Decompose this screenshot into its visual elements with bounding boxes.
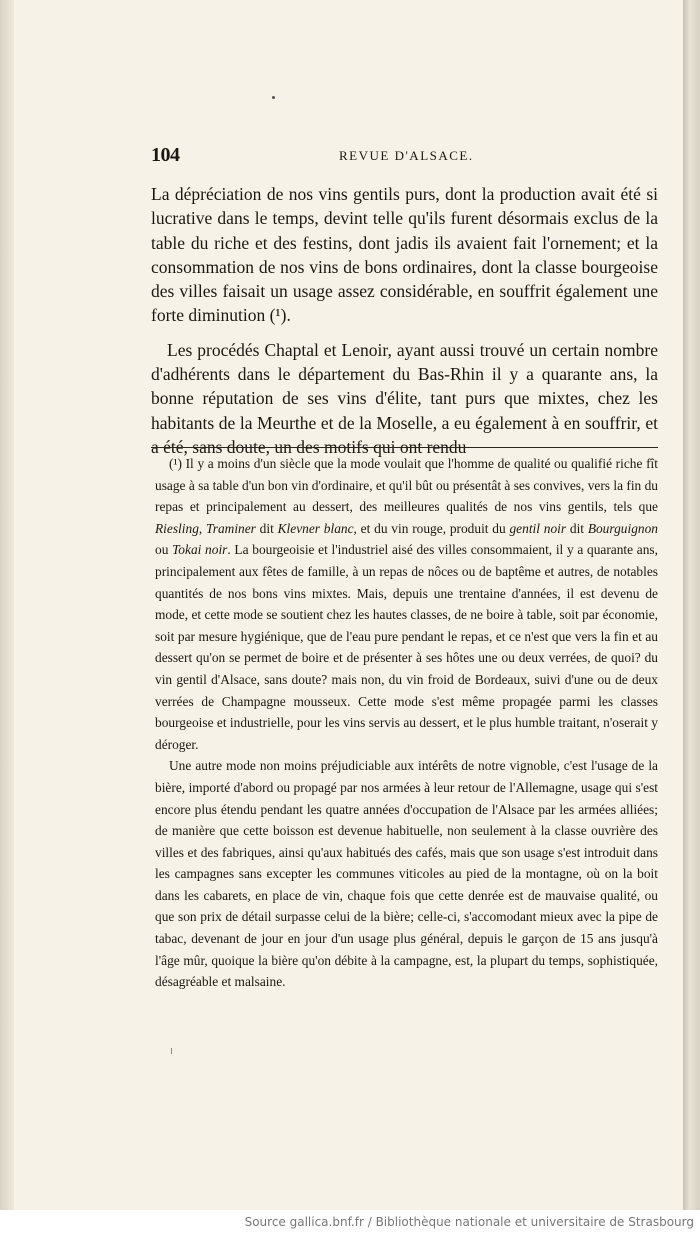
footnote-1 <box>155 453 658 755</box>
source-credit: Source gallica.bnf.fr / Bibliothèque nationale et universitaire de Strasbourg <box>244 1215 694 1229</box>
wine-name: Klevner blanc <box>277 520 354 536</box>
wine-name: gentil noir <box>509 520 567 536</box>
wine-name: Traminer <box>206 520 256 536</box>
running-title: REVUE D'ALSACE. <box>339 148 474 163</box>
binding-gutter <box>0 0 14 1210</box>
paragraph-2: Les procédés Chaptal et Lenoir, ayant aussi trouvé un certain nombre d'adhérents dans le département du Bas-Rhin il y a quarante ans, la bonne réputation de ses vins d'élite, tant purs que mixtes, chez les habitants de la Meurthe et de la Moselle, a eu également à en souffrir, et a été, sans doute, un des motifs qui ont rendu <box>151 339 658 457</box>
page-number: 104 <box>151 144 180 166</box>
paragraph-1: La dépréciation de nos vins gentils purs, dont la production avait été si lucrative dans le temps, devint telle qu'ils furent désormais exclus de la table du riche et des festins, dont jadis ils avaient fait l'ornement; et la consommation de nos vins de bons ordinaires, dont la classe bourgeoise des villes faisait un usage assez considérable, en souffrit également une forte diminution (¹). <box>151 184 658 326</box>
page-header <box>151 144 658 168</box>
footnote-divider <box>151 447 658 448</box>
footnote-text: ou <box>155 542 173 558</box>
footnote-text: dit <box>566 520 588 536</box>
footnote-text: (¹) Il y a moins d'un siècle que la mode voulait que l'homme de qualité ou qualifié riche fît usage à sa table d'un bon vin d'ordinaire, et qu'il bût ou présentât à ses convives, vers la fin du repas et principalement au dessert, des meilleures qualités de nos vins gentils, tels que <box>155 456 658 515</box>
footnote-text: , <box>198 520 207 536</box>
wine-name: Bourguignon <box>587 520 658 536</box>
footnote-text: dit <box>255 520 278 536</box>
wine-name: Tokai noir <box>172 542 228 558</box>
footnote-2: Une autre mode non moins préjudiciable aux intérêts de notre vignoble, c'est l'usage de la bière, importé d'abord ou propagé par nos armées à leur retour de l'Allemagne, usage qui s'est encore plus étendu pendant les quatre années d'occupation de l'Alsace par les armées alliées; de manière que cette boisson est devenue habituelle, non seulement à la classe ouvrière des villes et des fabriques, ainsi qu'aux habitués des cafés, mais que son usage s'est introduit dans les campagnes sans excepter les communes viticoles au pied de la montagne, où on la boit dans les cabarets, en place de vin, chaque fois que cette denrée est de mauvaise qualité, ou que son prix de détail surpasse celui de la bière; celle-ci, s'accomodant mieux avec la pipe de tabac, devenant de jour en jour d'un usage plus général, depuis le garçon de 15 ans jusqu'à l'âge mûr, quoique la bière qu'on débite à la campagne, est, la plupart du temps, sophistiquée, désagréable et malsaine. <box>155 758 658 990</box>
wine-name: Riesling <box>155 520 199 536</box>
ink-mark <box>171 1048 172 1054</box>
footnotes <box>155 453 658 993</box>
footnote-text: . La bourgeoisie et l'industriel aisé des villes consommaient, il y a quarante ans, principalement aux fêtes de famille, à un repas de nôces ou de baptême et autres, de notables quantités de nos bons vins mixtes. Mais, depuis une trentaine d'années, il est devenu de mode, et cette mode se soutient chez les hautes classes, de ne boire à table, soit par économie, soit par mesure hygiénique, que de l'eau pure pendant le repas, et ce n'est que vers la fin et au dessert qu'on se permet de boire et de présenter à ses hôtes une ou deux verrées, de quoi? du vin gentil d'Alsace, sans doute? mais non, du vin froid de Bordeaux, suivi d'une ou de deux verrées de Champagne mousseux. Cette mode s'est même propagée parmi les classes bourgeoise et industrielle, pour les vins servis au dessert, et le plus humble traitant, n'oserait y déroger. <box>155 542 658 752</box>
ink-speck <box>272 96 275 99</box>
footnote-text: , et du vin rouge, produit du <box>353 520 510 536</box>
body-text <box>151 182 658 459</box>
page-edge <box>683 0 700 1210</box>
